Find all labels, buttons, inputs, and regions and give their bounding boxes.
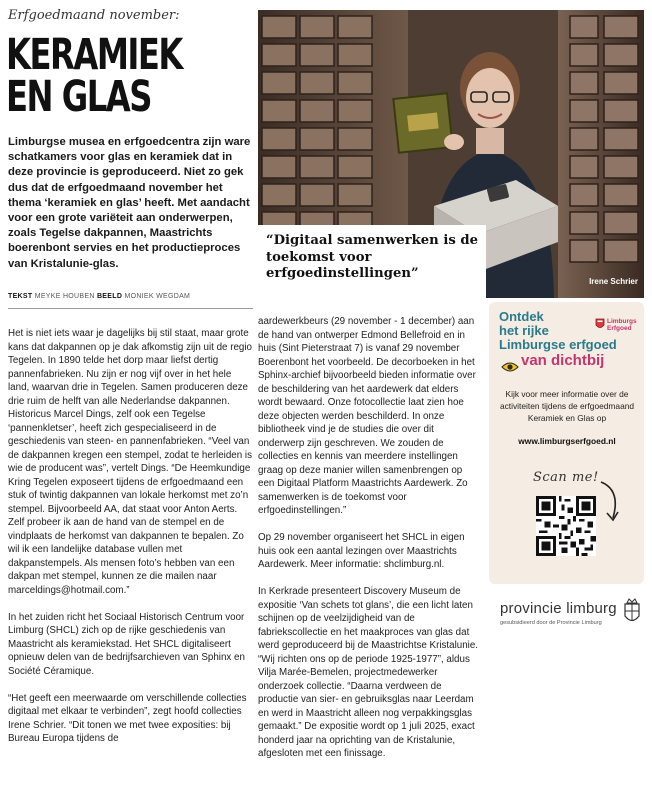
province-name: provincie limburg [500, 600, 617, 617]
title-line-2: EN GLAS [6, 72, 151, 122]
info-sidebar [489, 302, 644, 584]
body-paragraph: Op 29 november organiseert het SHCL in eigen huis ook een aantal lezingen over Maastrichts Aardewerk. Meer informatie: shclimburg.nl. [258, 532, 465, 570]
byline [8, 293, 253, 300]
article-title [6, 30, 190, 122]
title-line-1: KERAMIEK [6, 30, 182, 80]
promo-line-2: het rijke [499, 323, 549, 338]
scan-me-label: Scan me! [533, 470, 599, 485]
credit-text-author: MEYKE HOUBEN [34, 293, 95, 300]
body-paragraph: “Het geeft een meerwaarde om verschillende collecties digitaal met elkaar te verbinden”, zegt hoofd collecties Irene Schrier. “Dit tonen we met twee exposities: bij Bureau Europa tijdens de [8, 692, 247, 744]
body-paragraph: In het zuiden richt het Sociaal Historisch Centrum voor Limburg (SHCL) zich op de rijke geschiedenis van Maastricht als keramiekstad. Het SHCL digitaliseert opnieuw delen van de bedrijfsarchieven van Sphinx en Société Céramique. [8, 611, 245, 677]
logo-line-1: Limburgs [607, 318, 637, 325]
promo-banner [499, 310, 637, 378]
body-column-1 [8, 327, 253, 759]
province-limburg-logo [500, 600, 645, 632]
body-column-2 [258, 315, 480, 774]
photo-caption: Irene Schrier [589, 277, 638, 286]
promo-line-4: van dichtbij [521, 352, 605, 369]
body-paragraph: Het is niet iets waar je dagelijks bij stil staat, maar grote kans dat dakpannen op je dak afkomstig zijn uit de regio Tegelen. In 1890 telde het dorp maar liefst dertig pannenfabrieken. Nu zijn er nog vijf over in het hele land, waarvan drie in Tegelen. Samen produceren deze drie ruim de helft van alle Nederlandse dakpannen. Historicus Marcel Dings, zelf ook een Tegelse ‘pannenkletser’, heeft zich gespecialiseerd in de geschiedenis van steen- en pannenfabrieken. “Veel van de dakpannen kregen een stempel, zodat te herleiden is wie de producent was”, vertelt Dings. “De Heemkundige Kring Tegelen exposeert tijdens de erfgoedmaand een stuk of twintig dakpannen van lokale herkomst met zo’n stempel. Bijvoorbeeld AA, dat staat voor Anton Aerts. Zelf probeer ik aan de hand van de stempel en de vindplaats de herkomst van dakpannen te bepalen. Zo wil ik een landelijke database vullen met dakpanstempels. Als mensen foto’s hebben van een dakpan met stempel, kunnen ze die mailen naar marceldings@hotmail.com.” [8, 328, 253, 596]
article-intro: Limburgse musea en erfgoedcentra zijn ware schatkamers voor glas en keramiek dat in deze provincie is geproduceerd. Niet zo gek dus dat de erfgoedmaand november het thema ‘keramiek en glas’ heeft. Met aandacht voor een grote variëteit aan onderwerpen, zoals Tegelse dakpannen, Maastrichts boerenbont servies en het productieproces van Kristalunie-glas. [8, 136, 251, 270]
curved-arrow-icon [595, 480, 625, 524]
promo-line-1: Ontdek [499, 309, 544, 324]
pull-quote: “Digitaal samenwerken is de toekomst voor erfgoedinstellingen” [258, 225, 486, 298]
sidebar-info-text: Kijk voor meer informatie over de activiteiten tijdens de erfgoedmaand Keramiek en Glas op [499, 389, 635, 423]
limburgs-erfgoed-logo-icon [595, 318, 605, 330]
limburgs-erfgoed-logo-text [607, 318, 637, 332]
credit-label-text: TEKST [8, 293, 33, 300]
promo-line-3: Limburgse erfgoed [499, 337, 617, 352]
credit-label-image: BEELD [96, 293, 123, 300]
article-kicker: Erfgoedmaand november: [8, 8, 180, 23]
body-paragraph: In Kerkrade presenteert Discovery Museum de expositie ‘Van schets tot glans’, die een licht laten schijnen op de veelzijdigheid van de fabriekscollectie en het maakproces van glas dat werd geproduceerd bij de Maastrichtse Kristalunie. “Wij richten ons op de periode 1925-1977”, aldus Vilja Marée-Bemelen, projectmedewerker onderzoek collectie. “Daarna verdween de productie van sier- en gebruiksglas naar Leerdam en werd in Maastricht alleen nog verpakkingsglas gemaakt.” De expositie wordt op 1 juli 2025, exact honderd jaar na oprichting van de Kristalunie, afgesloten met een finissage. [258, 586, 478, 759]
province-subsidy-note: gesubsidieerd door de Provincie Limburg [500, 620, 602, 626]
qr-code-icon[interactable] [536, 496, 596, 556]
province-crest-icon [622, 598, 642, 626]
credit-image-author: MONIEK WEGDAM [124, 293, 191, 300]
byline-divider [8, 308, 253, 309]
sidebar-url-link[interactable]: www.limburgserfgoed.nl [518, 436, 616, 446]
logo-line-2: Erfgoed [607, 325, 632, 332]
body-paragraph: aardewerkbeurs (29 november - 1 december) aan de hand van ontwerper Edmond Bellefroid en in huis (Sint Pieterstraat 7) is vanaf 29 november Boerenbont het voorbeeld. De decorboeken in het Sphinx-archief bijvoorbeeld bieden informatie over de beschildering van het aardewerk dat elders wordt bewaard. Onze fotocollectie laat zien hoe deze objecten werden beschilderd. In onze bibliotheek vind je de studies die over dit onderwerp zijn geschreven. We zouden de collecties en kennis van meerdere instellingen graag op deze manier willen samenbrengen op een Digitaal Platform Maastrichts Aardewerk. Zo samenwerken is de toekomst voor erfgoedinstellingen.” [258, 316, 476, 516]
eye-icon [501, 361, 519, 373]
